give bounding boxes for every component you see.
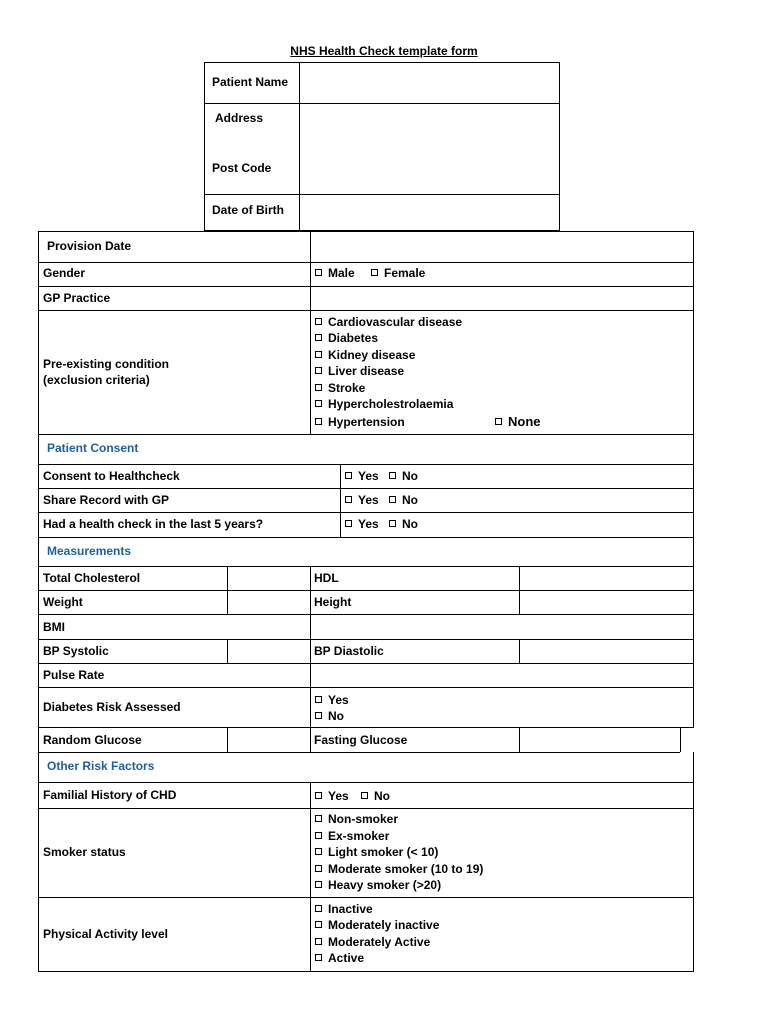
checkbox-icon bbox=[315, 938, 322, 945]
checkbox-icon bbox=[315, 269, 322, 276]
gp-practice-label: GP Practice bbox=[43, 291, 111, 305]
consent-label: Consent to Healthcheck bbox=[43, 469, 180, 483]
familial-yes-option[interactable]: Yes bbox=[315, 789, 349, 804]
checkbox-icon bbox=[315, 815, 322, 822]
checkbox-icon bbox=[315, 865, 322, 872]
fasting-glucose-label: Fasting Glucose bbox=[314, 733, 408, 747]
random-glucose-field[interactable] bbox=[229, 729, 309, 751]
activity-option[interactable]: Moderately inactive bbox=[315, 918, 439, 933]
last5-no-option[interactable]: No bbox=[389, 517, 418, 532]
share-record-label: Share Record with GP bbox=[43, 493, 170, 507]
consent-yes-option[interactable]: Yes bbox=[345, 469, 379, 484]
provision-date-label: Provision Date bbox=[47, 239, 132, 253]
condition-option[interactable]: Hypertension bbox=[315, 415, 405, 430]
diabetes-risk-label: Diabetes Risk Assessed bbox=[43, 700, 181, 714]
condition-option[interactable]: Diabetes bbox=[315, 331, 378, 346]
pulse-rate-field[interactable] bbox=[312, 665, 692, 686]
address-field[interactable] bbox=[301, 105, 558, 193]
checkbox-icon bbox=[315, 400, 322, 407]
checkbox-icon bbox=[315, 418, 322, 425]
condition-option[interactable]: Cardiovascular disease bbox=[315, 315, 462, 330]
condition-option[interactable]: Stroke bbox=[315, 381, 365, 396]
none-option[interactable]: None bbox=[495, 414, 541, 429]
checkbox-icon bbox=[315, 954, 322, 961]
condition-option[interactable]: Hypercholestrolaemia bbox=[315, 397, 453, 412]
dob-label: Date of Birth bbox=[212, 203, 284, 217]
height-label: Height bbox=[314, 595, 352, 609]
bp-systolic-field[interactable] bbox=[229, 641, 309, 662]
checkbox-icon bbox=[315, 921, 322, 928]
checkbox-icon bbox=[315, 881, 322, 888]
dob-field[interactable] bbox=[301, 196, 558, 230]
gender-label: Gender bbox=[43, 266, 86, 280]
gender-male-option[interactable]: Male bbox=[315, 266, 355, 281]
patient-name-field[interactable] bbox=[301, 64, 558, 102]
checkbox-icon bbox=[315, 351, 322, 358]
patient-name-label: Patient Name bbox=[212, 75, 289, 89]
activity-option[interactable]: Inactive bbox=[315, 902, 373, 917]
checkbox-icon bbox=[345, 472, 352, 479]
checkbox-icon bbox=[315, 318, 322, 325]
familial-no-option[interactable]: No bbox=[361, 789, 390, 804]
postcode-label: Post Code bbox=[212, 161, 272, 175]
checkbox-icon bbox=[389, 496, 396, 503]
smoker-option[interactable]: Ex-smoker bbox=[315, 829, 389, 844]
consent-no-option[interactable]: No bbox=[389, 469, 418, 484]
random-glucose-label: Random Glucose bbox=[43, 733, 142, 747]
checkbox-icon bbox=[345, 496, 352, 503]
smoker-option[interactable]: Heavy smoker (>20) bbox=[315, 878, 441, 893]
activity-option[interactable]: Active bbox=[315, 951, 364, 966]
checkbox-icon bbox=[315, 712, 322, 719]
checkbox-icon bbox=[315, 832, 322, 839]
provision-date-field[interactable] bbox=[312, 233, 692, 261]
condition-option[interactable]: Liver disease bbox=[315, 364, 404, 379]
bp-diastolic-field[interactable] bbox=[521, 641, 692, 662]
hdl-field[interactable] bbox=[521, 568, 692, 589]
measurements-section-heading: Measurements bbox=[47, 544, 132, 558]
smoker-option[interactable]: Non-smoker bbox=[315, 812, 398, 827]
checkbox-icon bbox=[315, 696, 322, 703]
checkbox-icon bbox=[389, 472, 396, 479]
checkbox-icon bbox=[345, 520, 352, 527]
checkbox-icon bbox=[389, 520, 396, 527]
gender-female-option[interactable]: Female bbox=[371, 266, 425, 281]
weight-label: Weight bbox=[43, 595, 83, 609]
hdl-label: HDL bbox=[314, 571, 339, 585]
checkbox-icon bbox=[315, 905, 322, 912]
risk-section-heading: Other Risk Factors bbox=[47, 759, 155, 773]
checkbox-icon bbox=[361, 792, 368, 799]
checkbox-icon bbox=[315, 367, 322, 374]
preexisting-label-line1: Pre-existing condition bbox=[43, 357, 170, 371]
pulse-rate-label: Pulse Rate bbox=[43, 668, 105, 682]
preexisting-label-line2: (exclusion criteria) bbox=[43, 373, 150, 387]
consent-section-heading: Patient Consent bbox=[47, 441, 139, 455]
share-no-option[interactable]: No bbox=[389, 493, 418, 508]
diabetes-risk-yes-option[interactable]: Yes bbox=[315, 693, 349, 708]
total-cholesterol-label: Total Cholesterol bbox=[43, 571, 141, 585]
diabetes-risk-no-option[interactable]: No bbox=[315, 709, 344, 724]
form-title: NHS Health Check template form bbox=[290, 44, 478, 58]
total-cholesterol-field[interactable] bbox=[229, 568, 309, 589]
bmi-field[interactable] bbox=[312, 616, 692, 638]
checkbox-icon bbox=[315, 792, 322, 799]
smoker-option[interactable]: Moderate smoker (10 to 19) bbox=[315, 862, 483, 877]
smoker-option[interactable]: Light smoker (< 10) bbox=[315, 845, 438, 860]
activity-option[interactable]: Moderately Active bbox=[315, 935, 430, 950]
height-field[interactable] bbox=[521, 592, 692, 613]
smoker-status-label: Smoker status bbox=[43, 845, 126, 859]
last5-label: Had a health check in the last 5 years? bbox=[43, 517, 264, 531]
bp-diastolic-label: BP Diastolic bbox=[314, 644, 384, 658]
fasting-glucose-field[interactable] bbox=[521, 729, 679, 751]
checkbox-icon bbox=[495, 418, 502, 425]
checkbox-icon bbox=[315, 384, 322, 391]
share-yes-option[interactable]: Yes bbox=[345, 493, 379, 508]
checkbox-icon bbox=[315, 848, 322, 855]
last5-yes-option[interactable]: Yes bbox=[345, 517, 379, 532]
bp-systolic-label: BP Systolic bbox=[43, 644, 109, 658]
familial-history-label: Familial History of CHD bbox=[43, 788, 177, 802]
bmi-label: BMI bbox=[43, 620, 65, 634]
address-label: Address bbox=[215, 111, 264, 125]
physical-activity-label: Physical Activity level bbox=[43, 927, 168, 941]
gp-practice-field[interactable] bbox=[312, 288, 692, 309]
condition-option[interactable]: Kidney disease bbox=[315, 348, 415, 363]
checkbox-icon bbox=[371, 269, 378, 276]
weight-field[interactable] bbox=[229, 592, 309, 613]
checkbox-icon bbox=[315, 334, 322, 341]
